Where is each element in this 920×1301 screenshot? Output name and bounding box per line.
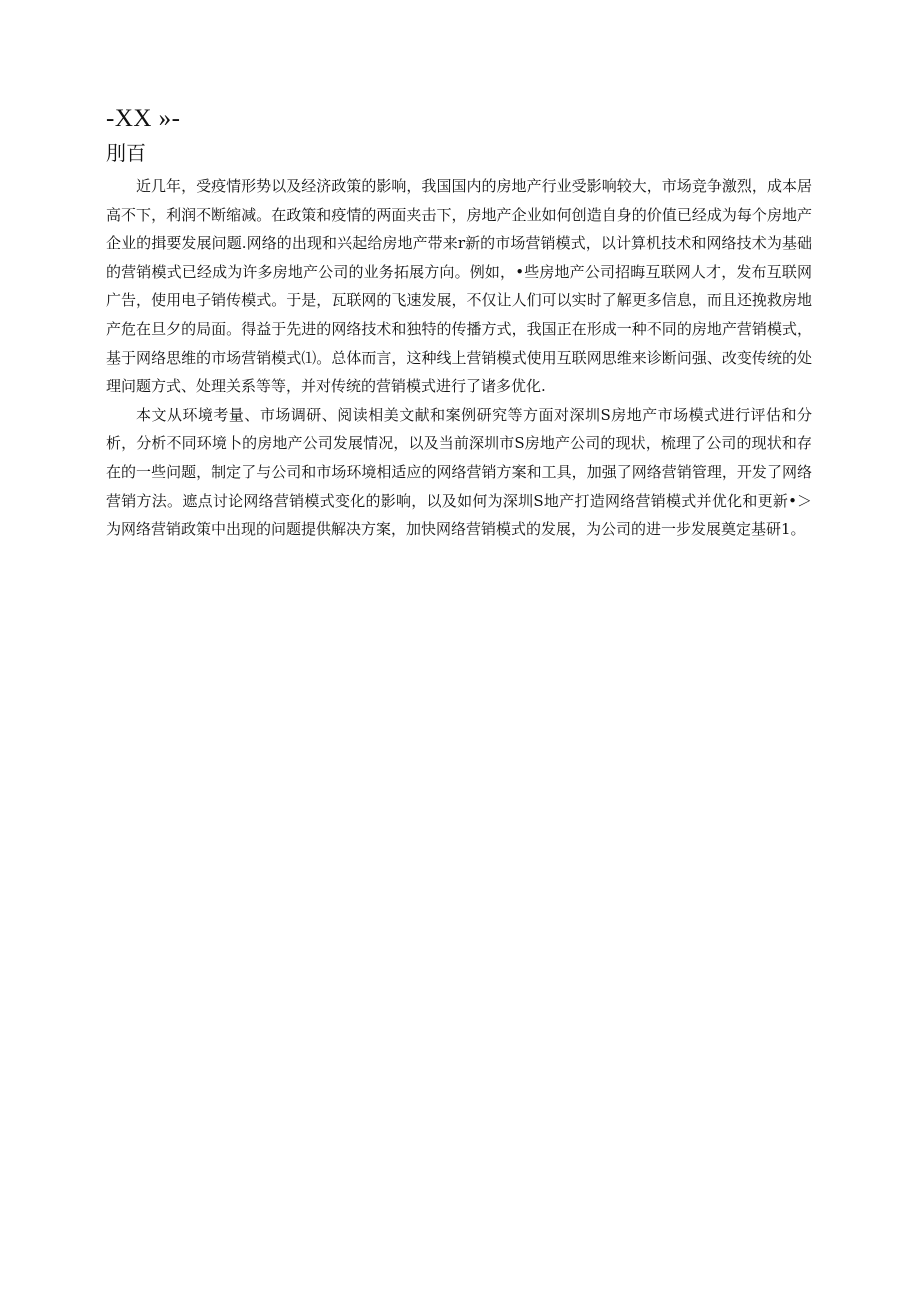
paragraph-1: 近几年，受疫情形势以及经济政策的影响，我国国内的房地产行业受影响较大，市场竞争激烈，成本居高不下，利润不断缩减。在政策和疫情的两面夹击下，房地产企业如何创造自身的价值已经成为每个房地产企业的揖要发展问题.网络的出现和兴起给房地产带来r新的市场营销模式，以计算机技术和网络技术为基础的营销模式已经成为许多房地产公司的业务拓展方向。例如，•些房地产公司招晦互联网人才，发布互联网广告，使用电子销传模式。于是，瓦联网的飞速发展，不仅让人们可以实时了解更多信息，而且还挽救房地产危在旦夕的局面。得益于先进的网络技术和独特的传播方式，我国正在形成一种不同的房地产营销模式，基于网络思维的市场营销模式⑴。总体而言，这种线上营销模式使用互联网思维来诊断问强、改变传统的处理问题方式、处理关系等等，并对传统的营销模式进行了诸多优化.	[106, 177, 812, 396]
body-text	[106, 172, 812, 544]
paragraph-2: 本文从环境考量、市场调研、阅读相美文献和案例研究等方面对深圳S房地产市场模式进行评估和分析，分析不同环境卜的房地产公司发展情况，以及当前深圳市S房地产公司的现状，梳理了公司的现状和存在的一些问题，制定了与公司和市场环境相适应的网络营销方案和工具，加强了网络营销管理，开发了网络营销方法。遮点讨论网络营销模式变化的影响，以及如何为深圳S地产打造网络营销模式并优化和更新•＞为网络营销政策中出现的问题提供解决方案，加快网络营销模式的发展，为公司的进一步发展奠定基研1。	[106, 405, 812, 539]
section-title: 刖百	[106, 141, 146, 165]
heading-marker: -XX »-	[106, 105, 181, 132]
